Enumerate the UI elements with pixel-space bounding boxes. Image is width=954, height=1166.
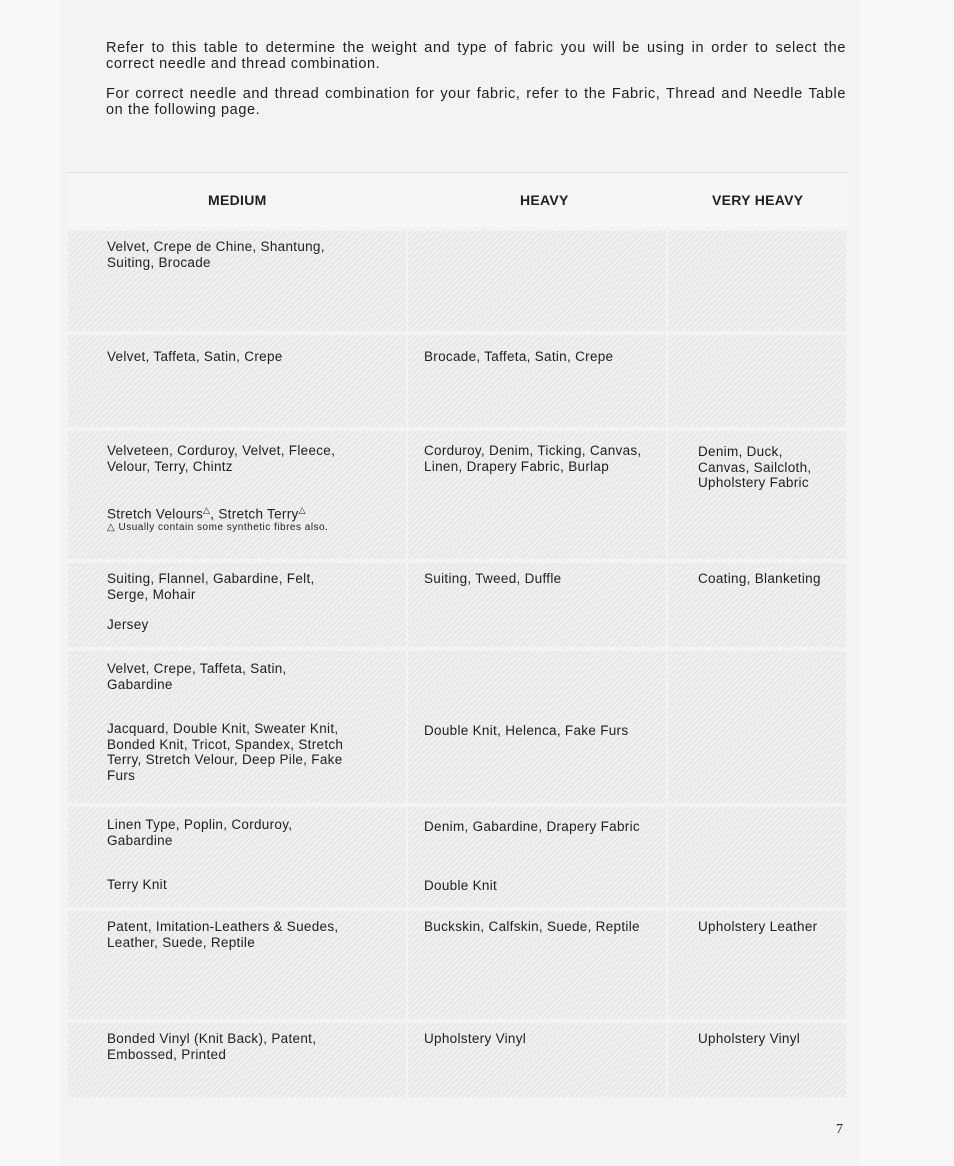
cell-heavy xyxy=(408,911,666,1019)
cell-line: Suiting, Brocade xyxy=(107,254,211,270)
cell-medium xyxy=(68,431,406,559)
cell-line: Bonded Knit, Tricot, Spandex, Stretch xyxy=(107,736,344,752)
cell-medium xyxy=(68,231,406,331)
cell-line: Double Knit, Helenca, Fake Furs xyxy=(424,723,629,738)
cell-medium xyxy=(68,1023,406,1097)
footnote: △ Usually contain some synthetic fibres also. xyxy=(107,522,329,533)
cell-heavy xyxy=(408,807,666,907)
cell-heavy xyxy=(408,563,666,647)
cell-line: Terry Knit xyxy=(107,877,168,892)
table-row xyxy=(68,563,848,647)
cell-very-heavy xyxy=(668,231,846,331)
cell-line: Terry, Stretch Velour, Deep Pile, Fake xyxy=(107,752,343,767)
cell-line: Suiting, Tweed, Duffle xyxy=(424,571,562,586)
table-row xyxy=(68,1023,848,1097)
cell-line: Brocade, Taffeta, Satin, Crepe xyxy=(424,349,614,364)
cell-line: Leather, Suede, Reptile xyxy=(107,934,256,950)
table-row xyxy=(68,231,848,331)
cell-line: Buckskin, Calfskin, Suede, Reptile xyxy=(424,919,640,934)
triangle-mark: △ xyxy=(203,505,211,515)
cell-very-heavy xyxy=(668,1023,846,1097)
fabric-weight-table xyxy=(68,172,848,1097)
cell-line: Double Knit xyxy=(424,878,498,893)
cell-heavy xyxy=(408,1023,666,1097)
cell-very-heavy xyxy=(668,563,846,647)
cell-very-heavy xyxy=(668,911,846,1019)
cell-line: Gabardine xyxy=(107,832,173,848)
intro-paragraph-1: Refer to this table to determine the weight and type of fabric you will be using in order to select the correct needle and thread combination. xyxy=(106,40,846,72)
cell-line: Gabardine xyxy=(107,676,173,692)
header-medium: MEDIUM xyxy=(208,192,267,208)
table-row xyxy=(68,651,848,803)
cell-medium xyxy=(68,563,406,647)
table-row xyxy=(68,807,848,907)
cell-line: Denim, Duck, xyxy=(698,444,783,459)
cell-line: Upholstery Vinyl xyxy=(424,1031,527,1046)
table-row xyxy=(68,335,848,427)
cell-line: Velvet, Crepe de Chine, Shantung, xyxy=(107,239,325,254)
cell-line: Corduroy, Denim, Ticking, Canvas, xyxy=(424,443,642,458)
cell-line: Bonded Vinyl (Knit Back), Patent, xyxy=(107,1031,317,1046)
cell-heavy xyxy=(408,231,666,331)
cell-heavy xyxy=(408,431,666,559)
cell-line: Jersey xyxy=(107,617,149,632)
cell-line: Embossed, Printed xyxy=(107,1046,227,1062)
cell-medium xyxy=(68,335,406,427)
cell-line: Linen, Drapery Fabric, Burlap xyxy=(424,458,610,474)
table-row xyxy=(68,431,848,559)
cell-line: Coating, Blanketing xyxy=(698,571,821,586)
cell-very-heavy xyxy=(668,335,846,427)
table-row xyxy=(68,911,848,1019)
cell-line: Velvet, Taffeta, Satin, Crepe xyxy=(107,349,283,364)
header-very-heavy: VERY HEAVY xyxy=(712,192,804,208)
page-number: 7 xyxy=(836,1122,843,1137)
cell-very-heavy xyxy=(668,807,846,907)
cell-line: Patent, Imitation-Leathers & Suedes, xyxy=(107,919,339,934)
cell-line: Velvet, Crepe, Taffeta, Satin, xyxy=(107,661,287,676)
triangle-mark: △ xyxy=(298,505,306,515)
cell-medium xyxy=(68,807,406,907)
cell-heavy xyxy=(408,335,666,427)
intro-paragraph-2: For correct needle and thread combination for your fabric, refer to the Fabric, Thread and Needle Table on the following page. xyxy=(106,86,846,118)
cell-line: Upholstery Vinyl xyxy=(698,1031,801,1046)
cell-line: Velour, Terry, Chintz xyxy=(107,458,233,474)
table-header-row xyxy=(68,172,848,227)
cell-heavy xyxy=(408,651,666,803)
cell-line: Denim, Gabardine, Drapery Fabric xyxy=(424,819,640,834)
cell-line: Jacquard, Double Knit, Sweater Knit, xyxy=(107,721,339,736)
cell-line: Suiting, Flannel, Gabardine, Felt, xyxy=(107,571,315,586)
cell-line: Canvas, Sailcloth, xyxy=(698,459,812,475)
cell-line: Stretch Velours△, Stretch Terry△ xyxy=(107,505,306,522)
cell-line: Upholstery Fabric xyxy=(698,475,809,490)
cell-line: Velveteen, Corduroy, Velvet, Fleece, xyxy=(107,443,336,458)
cell-medium xyxy=(68,911,406,1019)
cell-line: Upholstery Leather xyxy=(698,919,818,934)
cell-very-heavy xyxy=(668,651,846,803)
cell-medium xyxy=(68,651,406,803)
cell-line: Linen Type, Poplin, Corduroy, xyxy=(107,817,293,832)
cell-line: Furs xyxy=(107,767,136,783)
cell-line: Serge, Mohair xyxy=(107,586,196,602)
header-heavy: HEAVY xyxy=(520,192,569,208)
cell-very-heavy xyxy=(668,431,846,559)
